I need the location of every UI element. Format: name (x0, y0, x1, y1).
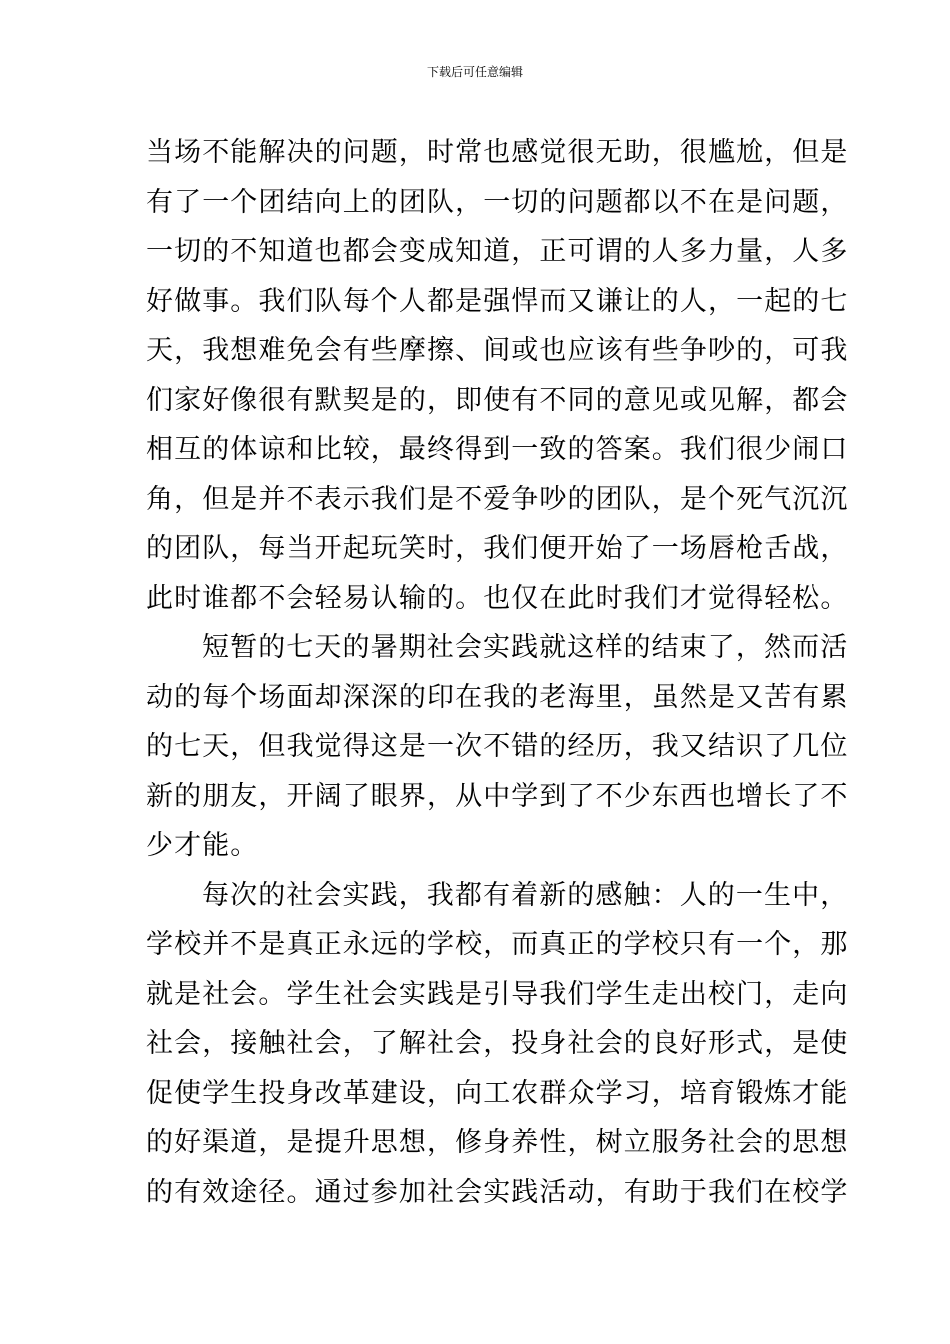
text-line: 新的朋友，开阔了眼界，从中学到了不少东西也增长了不 (146, 780, 849, 812)
text-line: 天，我想难免会有些摩擦、间或也应该有些争吵的，可我 (146, 335, 849, 366)
text-line: 的好渠道，是提升思想，修身养性，树立服务社会的思想 (146, 1127, 849, 1158)
text-line: 相互的体谅和比较，最终得到一致的答案。我们很少闹口 (146, 434, 849, 465)
paragraph-start-line: 每次的社会实践，我都有着新的感触：人的一生中， (202, 879, 849, 911)
text-line: 有了一个团结向上的团队，一切的问题都以不在是问题， (146, 186, 849, 218)
text-line: 此时谁都不会轻易认输的。也仅在此时我们才觉得轻松。 (146, 582, 849, 614)
text-line: 就是社会。学生社会实践是引导我们学生走出校门，走向 (146, 978, 849, 1010)
text-line: 一切的不知道也都会变成知道，正可谓的人多力量，人多 (146, 236, 849, 267)
page-header: 下载后可任意编辑 (426, 65, 523, 79)
text-line: 们家好像很有默契是的，即使有不同的意见或见解，都会 (146, 384, 849, 416)
text-line: 动的每个场面却深深的印在我的老海里，虽然是又苦有累 (146, 681, 849, 713)
text-line: 学校并不是真正永远的学校，而真正的学校只有一个，那 (146, 929, 849, 960)
text-line: 社会，接触社会，了解社会，投身社会的良好形式，是使 (146, 1028, 849, 1059)
text-line: 的有效途径。通过参加社会实践活动，有助于我们在校学 (146, 1176, 849, 1208)
text-line: 的团队，每当开起玩笑时，我们便开始了一场唇枪舌战， (146, 533, 849, 564)
text-line: 促使学生投身改革建设，向工农群众学习，培育锻炼才能 (146, 1077, 849, 1109)
text-line: 少才能。 (146, 830, 259, 861)
text-line: 角，但是并不表示我们是不爱争吵的团队，是个死气沉沉 (146, 483, 849, 515)
paragraph-start-line: 短暂的七天的暑期社会实践就这样的结束了，然而活 (202, 632, 849, 663)
text-line: 当场不能解决的问题，时常也感觉很无助，很尴尬，但是 (146, 137, 849, 168)
document-body (146, 128, 849, 1217)
text-line: 好做事。我们队每个人都是强悍而又谦让的人，一起的七 (146, 285, 849, 317)
text-line: 的七天，但我觉得这是一次不错的经历，我又结识了几位 (146, 731, 849, 762)
